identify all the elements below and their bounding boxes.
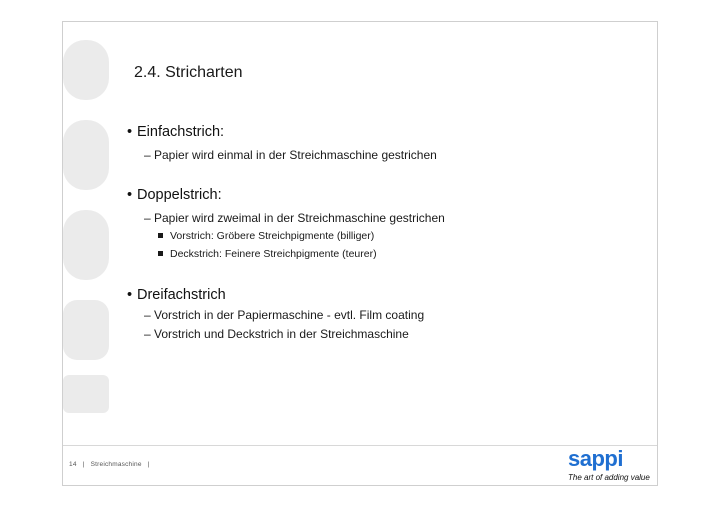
- sub-sub-bullet-text: Vorstrich: Gröbere Streichpigmente (billiger): [170, 230, 375, 242]
- footer: [69, 461, 150, 468]
- sub-sub-bullet: [158, 248, 377, 260]
- logo-tagline: The art of adding value: [568, 473, 650, 482]
- watermark-logo: [62, 30, 115, 430]
- sub-bullet: – Vorstrich und Deckstrich in der Streichmaschine: [144, 327, 409, 341]
- bullet-doppelstrich: [127, 187, 222, 203]
- bullet-einfachstrich: [127, 124, 224, 140]
- sappi-logo: [560, 448, 658, 482]
- bullet-heading: Dreifachstrich: [137, 287, 226, 303]
- sub-sub-bullet-text: Deckstrich: Feinere Streichpigmente (teurer): [170, 248, 377, 260]
- bullet-heading: Doppelstrich:: [137, 187, 222, 203]
- footer-separator: |: [147, 461, 150, 468]
- square-bullet-icon: [158, 233, 163, 238]
- sub-bullet: – Vorstrich in der Papiermaschine - evtl. Film coating: [144, 308, 425, 322]
- bullet-dot-icon: •: [127, 187, 133, 203]
- sub-bullet: – Papier wird zweimal in der Streichmaschine gestrichen: [144, 211, 445, 225]
- sub-sub-bullet: [158, 230, 374, 242]
- watermark-graphic: [62, 30, 115, 430]
- square-bullet-icon: [158, 251, 163, 256]
- sub-bullet: – Papier wird einmal in der Streichmaschine gestrichen: [144, 148, 437, 162]
- slide-title: 2.4. Stricharten: [134, 64, 243, 81]
- bullet-dreifachstrich: [127, 287, 226, 303]
- slide: [62, 21, 658, 486]
- page-number: 14: [69, 461, 77, 468]
- bullet-heading: Einfachstrich:: [137, 124, 225, 140]
- footer-section: Streichmaschine: [90, 461, 142, 468]
- bullet-dot-icon: •: [127, 287, 133, 303]
- bullet-dot-icon: •: [127, 124, 133, 140]
- logo-brand: sappi: [568, 446, 623, 471]
- footer-separator: |: [82, 461, 85, 468]
